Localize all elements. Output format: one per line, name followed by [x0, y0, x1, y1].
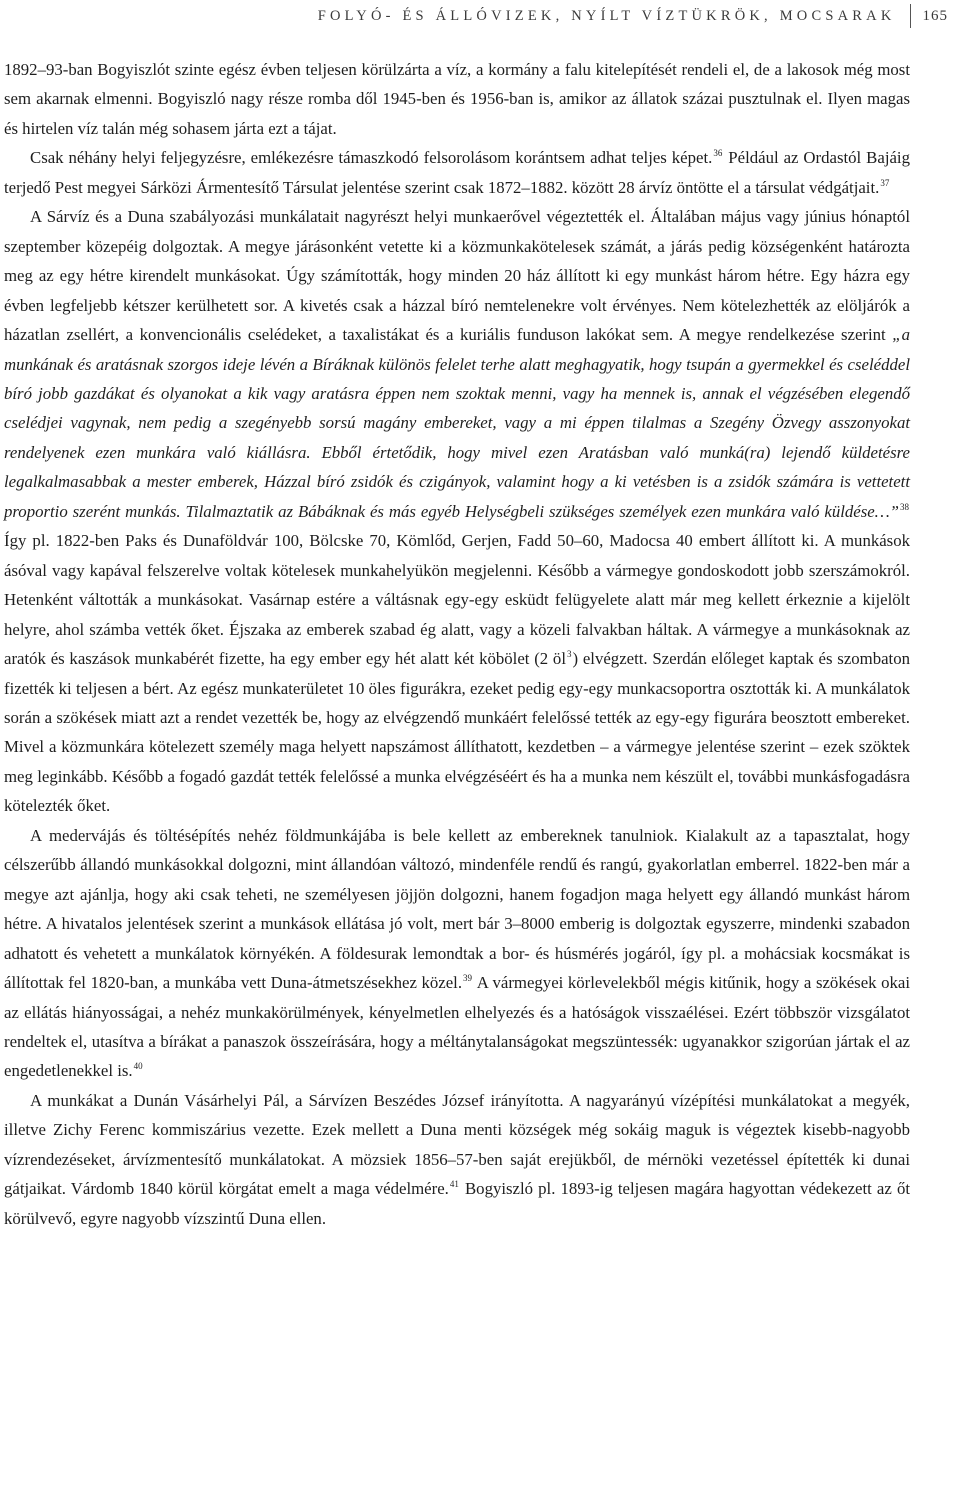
- text-run: Bogyiszló pl. 1893-ig teljesen magára hagyottan védekezett az őt körülvevő, egyre nagyobb vízszintű Duna ellen.: [4, 1179, 910, 1228]
- text-run: ) elvégzett. Szerdán előleget kaptak és szombaton fizették ki teljesen a bért. Az egész munkaterületet 10 öles figurákra, ezeket pedig egy-egy munkacsoportra osztották ki. A munkálatok során a szökések miatt azt a rendet vezették be, hogy az elvégzendő munkáért felelőssé tették az egy-egy figurára beosztott embereket. Mivel a közmunkára kötelezett személy maga helyett napszámost állíthatott, kezdetben – a vármegye jelentése szerint – ezek szöktek meg leginkább. Később a fogadó gazdát tették felelőssé a munka elvégzéséért és ha a munka nem készült el, további munkásfogadásra kötelezték őket.: [4, 649, 911, 816]
- text-run: A munkákat a Dunán Vásárhelyi Pál, a Sárvízen Beszédes József irányította. A nagyarányú vízépítési munkálatokat a megyék, illetve Zichy Ferenc kommiszárius vezette. Ezek mellett a Duna menti községek még sokáig maguk is végeztek kisebb-nagyobb vízrendezéseket, árvízmentesítő munkálatokat. A mözsiek 1856–57-ben saját erejükből, de mérnöki vezetéssel építették ki dunai gátjaikat. Várdomb 1840 körül körgátat emelt a maga védelmére.: [4, 1090, 910, 1199]
- text-run: Így pl. 1822-ben Paks és Dunaföldvár 100, Bölcske 70, Kömlőd, Gerjen, Fadd 50–60, Madocsa 40 embert állított ki. A munkások ásóval vagy kapával felszerelve voltak kötelesek munkahelyükön megjelenni. Később a vármegye gondoskodott jobb szerszámokról. Hetenként váltották a munkásokat. Vasárnap estére a váltásnak egy-egy esküdt felügyelete alatt már meg kellett érkeznie a kijelölt helyre, ahol számba vették őket. Éjszaka az emberek szabad ég alatt, vagy a közeli falvakban háltak. A vármegye a munkásoknak az aratók és kaszások munkabérét fizette, ha egy ember egy hét alatt két köbölet (2 öl: [4, 531, 910, 669]
- text-run: 1892–93-ban Bogyiszlót szinte egész évben teljesen körülzárta a víz, a kormány a falu kitelepítését rendeli el, de a lakosok még most sem akarnak elmenni. Bogyiszló nagy része romba dől 1945-ben és 1956-ban is, amikor az állatok százai pusztulnak el. Ilyen magas és hirtelen víz talán még sohasem járta ezt a tájat.: [4, 60, 910, 138]
- running-header: [0, 4, 960, 28]
- paragraph: [4, 143, 910, 202]
- text-run: A medervájás és töltésépítés nehéz földmunkájába is bele kellett az embereknek tanulniok. Kialakult az a tapasztalat, hogy célszerűbb állandó munkásokkal dolgozni, mint állandóan változó, mindenféle rendű és rangú, gyakorlatlan emberrel. 1822-ben már a megye azt ajánlja, hogy aki csak teheti, ne személyesen jöjjön dolgozni, hanem fogadjon maga helyett egy állandó munkást három hétre. A hivatalos jelentések szerint a munkások ellátása jó volt, mert bár 3–8000 emberig is dolgoztak egyszerre, mindenki szabadon adhatott és vehetett a munkálatok környékén. A földesurak lemondtak a bor- és húsmérés jogáról, így pl. a mohácsiak kocsmákat is állítottak fel 1820-ban, a munkába vett Duna-átmetszésekhez közel.: [4, 825, 910, 993]
- page-number: 165: [922, 7, 948, 24]
- footnote-ref: 41: [449, 1179, 459, 1190]
- text-run: A Sárvíz és a Duna szabályozási munkálatait nagyrészt helyi munkaerővel végeztették el. Általában május vagy június hónaptól szeptember közepéig dolgoztak. A megye járásonként vetette ki a közmunkakötelesek számát, a járás pedig községenként határozta meg az egy hétre kirendelt munkásokat. Úgy számították, hogy minden 20 ház állított ki egy munkást három hétre. Egy házra egy évben legfeljebb kétszer kerülhetett sor. A kivetés csak a házzal bíró nemtelenekre volt érvényes. Nem kötelezhették az elöljárók a házatlan zsellért, a konvencionális cselédeket, a taxalistákat és a kuriális funduson lakókat sem. A megye rendelkezése szerint: [4, 207, 910, 345]
- text-run: Például az Ordastól Bajáig terjedő Pest megyei Sárközi Ármentesítő Társulat jelentése szerint csak 1872–1882. között 28 árvíz öntötte el a társulat védgátjait.: [4, 148, 910, 197]
- paragraph: [4, 1086, 910, 1233]
- paragraph: [4, 821, 910, 1086]
- paragraph: [4, 202, 910, 821]
- footnote-ref: 40: [133, 1061, 143, 1072]
- footnote-ref: 3: [567, 649, 572, 660]
- body-text: [4, 55, 910, 1233]
- text-run: A vármegyei körlevelekből mégis kitűnik, hogy a szökések okai az ellátás hiányosságai, a nehéz munkakörülmények, kényelmetlen elhelyezés és a hatóságok visszaélései. Ezért többször vizsgálatot rendeltek el, utasítva a bírákat a panaszok összeírására, hogy a méltánytalanságokat megszüntessék: ugyanakkor szigorúan jártak el az engedetlenekkel is.: [4, 973, 911, 1081]
- footnote-ref: 37: [880, 177, 890, 188]
- footnote-ref: 39: [463, 973, 473, 984]
- paragraph: [4, 55, 910, 143]
- footnote-ref: 36: [713, 148, 723, 159]
- text-run: Csak néhány helyi feljegyzésre, emlékezésre támaszkodó felsorolásom korántsem adhat teljes képet.: [30, 148, 713, 168]
- footnote-ref: 38: [900, 501, 909, 512]
- quotation: „a munkának és aratásnak szorgos ideje lévén a Bíráknak különös felelet terhe alatt meghagyatik, hogy tsupán a gyermekkel és cseléddel bíró jobb gazdákat és olyanokat a kik vagy aratásra éppen nem szoktak menni, vagy ha mennek is, annak el végzésében elegendő cselédjei vagynak, nem pedig a szegényebb sorsú magány embereket, vagy a mi éppen tilalmas a Szegény Özvegy asszonyokat rendelyenek ezen munkára való kiállásra. Ebből értetődik, hogy mivel ezen Aratásban való munká(ra) lejendő küldetésre legalkalmasabbak a mester emberek, Házzal bíró zsidók és czigányok, valamint hogy a ki vetésben is a zsidók számára is vettetett proportio szerént munkás. Tilalmaztatik az Bábáknak és más egyéb Helységbeli szükséges személyek ezen munkára való küldése…”: [4, 325, 910, 521]
- running-title: FOLYÓ- ÉS ÁLLÓVIZEK, NYÍLT VÍZTÜKRÖK, MOCSARAK: [317, 7, 896, 24]
